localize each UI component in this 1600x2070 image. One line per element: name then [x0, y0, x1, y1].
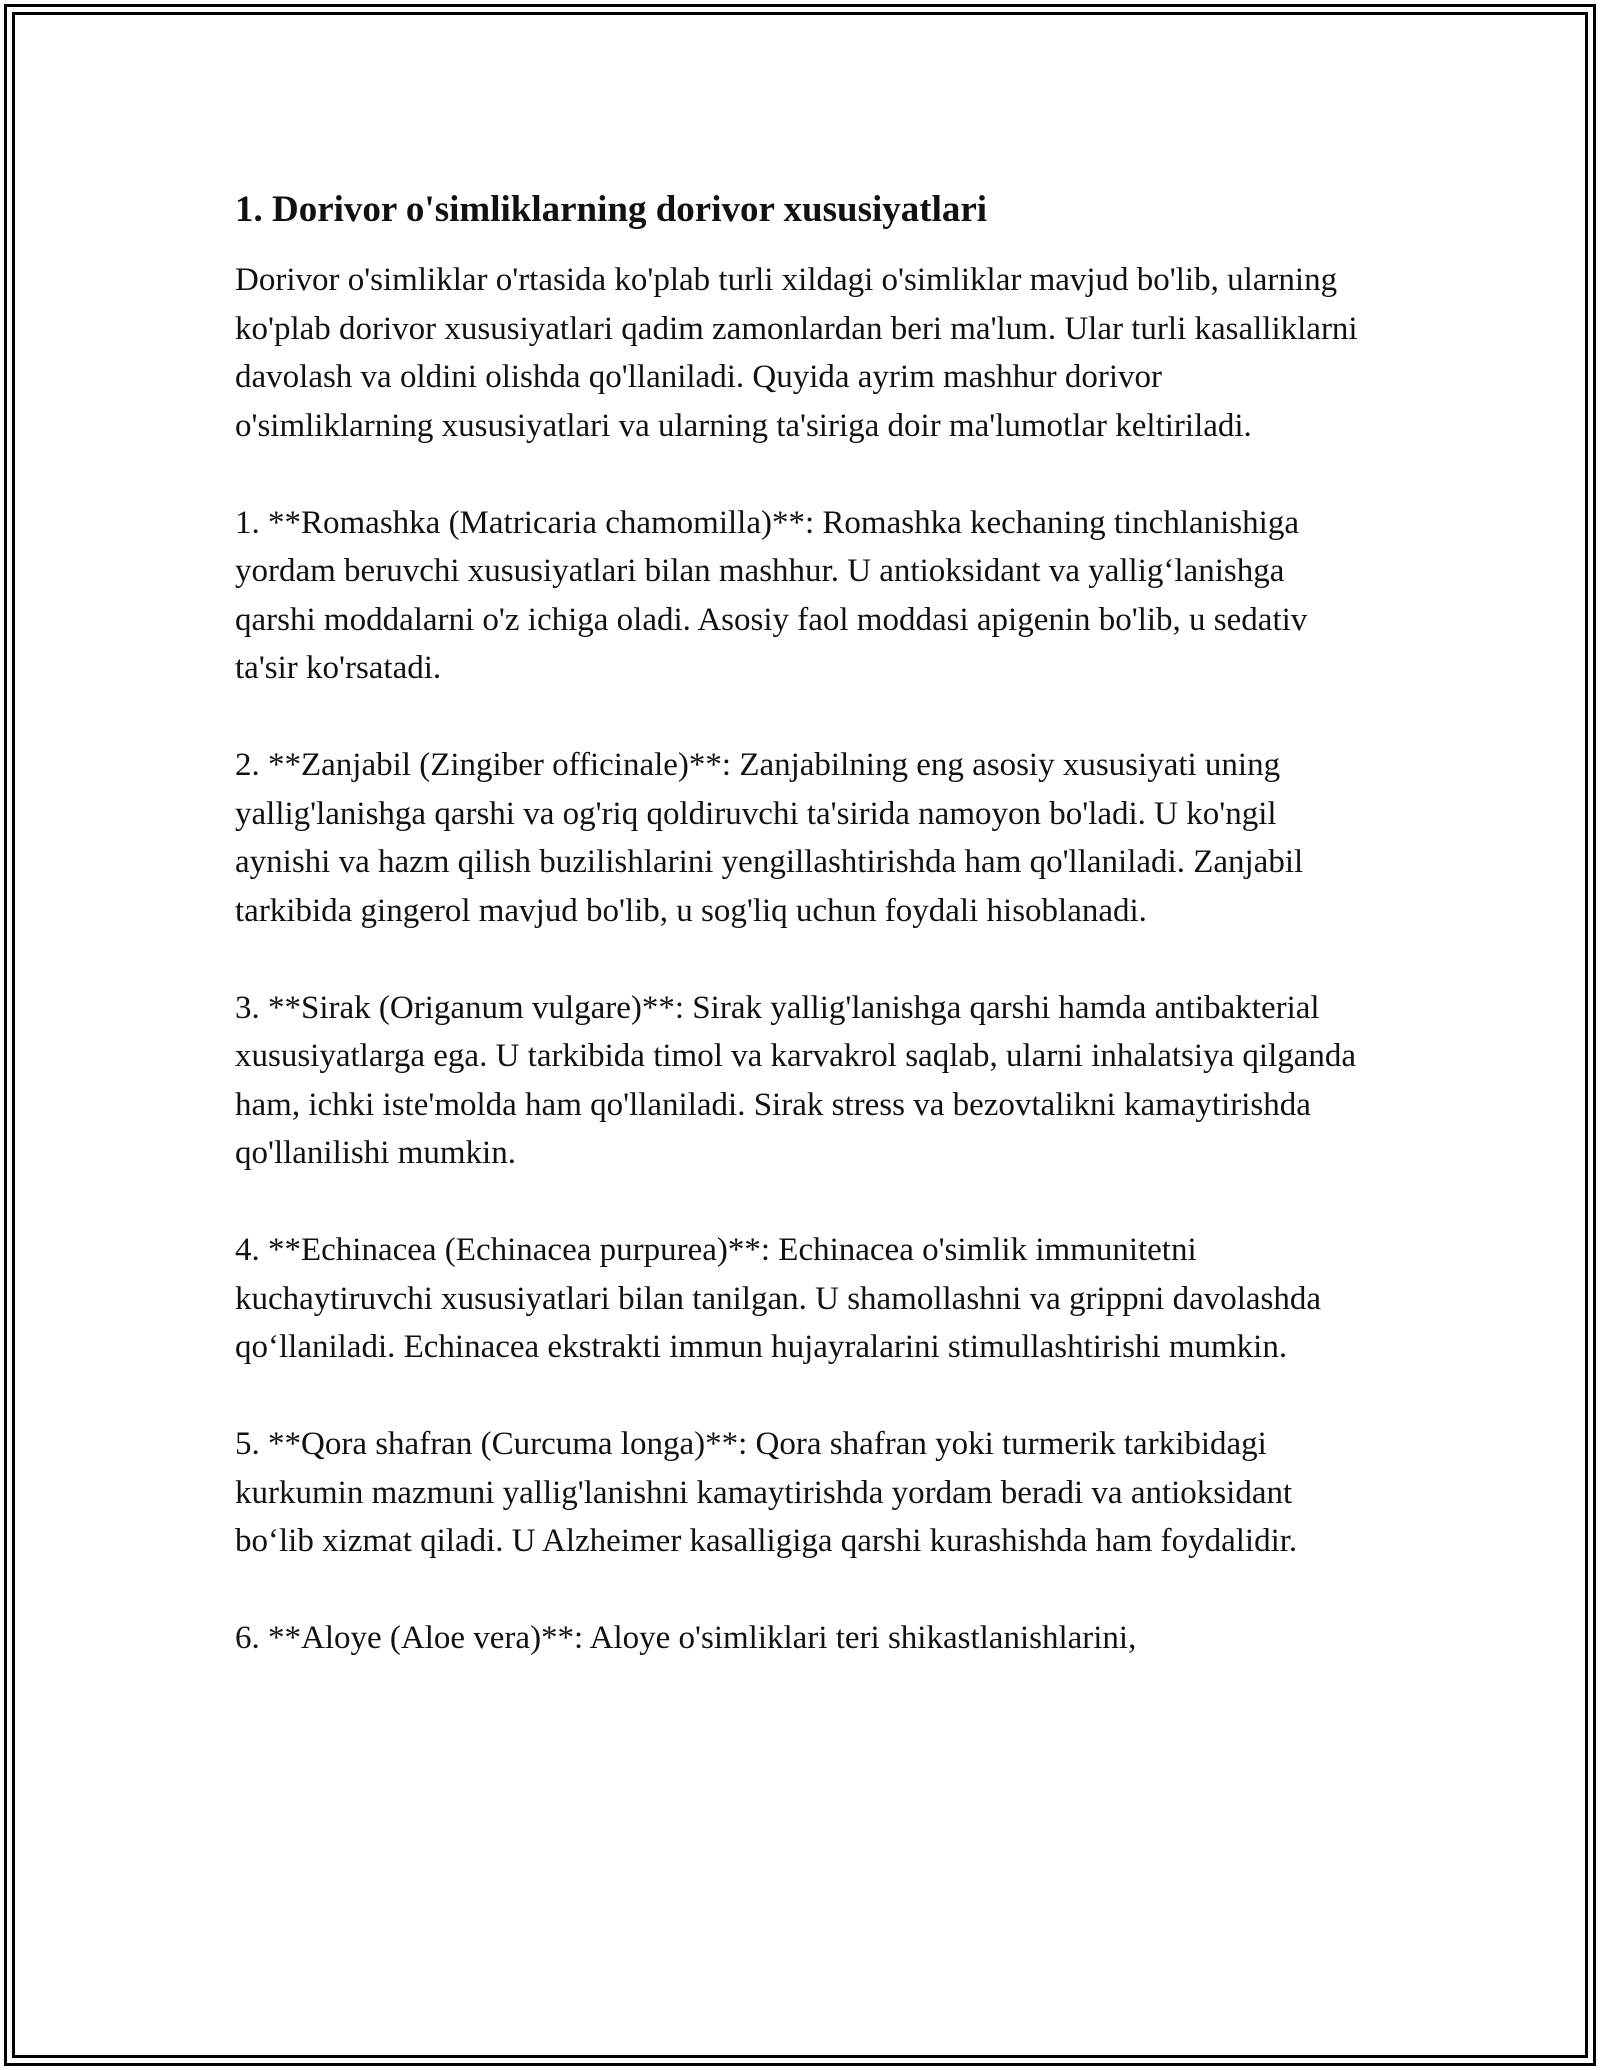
document-page	[235, 186, 1365, 1711]
intro-paragraph: Dorivor o'simliklar o'rtasida ko'plab turli xildagi o'simliklar mavjud bo'lib, ularning ko'plab dorivor xususiyatlari qadim zamonlardan beri ma'lum. Ular turli kasalliklarni davolash va oldini olishda qo'llaniladi. Quyida ayrim mashhur dorivor o'simliklarning xususiyatlari va ularning ta'siriga doir ma'lumotlar keltiriladi.	[235, 262, 1358, 444]
paragraph-romashka: 1. **Romashka (Matricaria chamomilla)**: Romashka kechaning tinchlanishiga yordam beruvchi xususiyatlari bilan mashhur. U antioksidant va yallig‘lanishga qarshi moddalarni o'z ichiga oladi. Asosiy faol moddasi apigenin bo'lib, u sedativ ta'sir ko'rsatadi.	[235, 504, 1308, 686]
paragraph-qora-shafran: 5. **Qora shafran (Curcuma longa)**: Qora shafran yoki turmerik tarkibidagi kurkumin mazmuni yallig'lanishni kamaytirishda yordam beradi va antioksidant bo‘lib xizmat qiladi. U Alzheimer kasalligiga qarshi kurashishda ham foydalidir.	[235, 1426, 1298, 1559]
paragraph-sirak: 3. **Sirak (Origanum vulgare)**: Sirak yallig'lanishga qarshi hamda antibakterial xususiyatlarga ega. U tarkibida timol va karvakrol saqlab, ularni inhalatsiya qilganda ham, ichki iste'molda ham qo'llaniladi. Sirak stress va bezovtalikni kamaytirishda qo'llanilishi mumkin.	[235, 989, 1357, 1171]
paragraph-zanjabil: 2. **Zanjabil (Zingiber officinale)**: Zanjabilning eng asosiy xususiyati uning yallig'lanishga qarshi va og'riq qoldiruvchi ta'sirida namoyon bo'ladi. U ko'ngil aynishi va hazm qilish buzilishlarini yengillashtirishda ham qo'llaniladi. Zanjabil tarkibida gingerol mavjud bo'lib, u sog'liq uchun foydali hisoblanadi.	[235, 747, 1304, 929]
paragraph-aloye: 6. **Aloye (Aloe vera)**: Aloye o'simliklari teri shikastlanishlarini,	[235, 1620, 1137, 1656]
document-title: 1. Dorivor o'simliklarning dorivor xususiyatlari	[235, 189, 988, 230]
paragraph-echinacea: 4. **Echinacea (Echinacea purpurea)**: Echinacea o'simlik immunitetni kuchaytiruvchi xususiyatlari bilan tanilgan. U shamollashni va grippni davolashda qo‘llaniladi. Echinacea ekstrakti immun hujayralarini stimullashtirishi mumkin.	[235, 1232, 1322, 1365]
